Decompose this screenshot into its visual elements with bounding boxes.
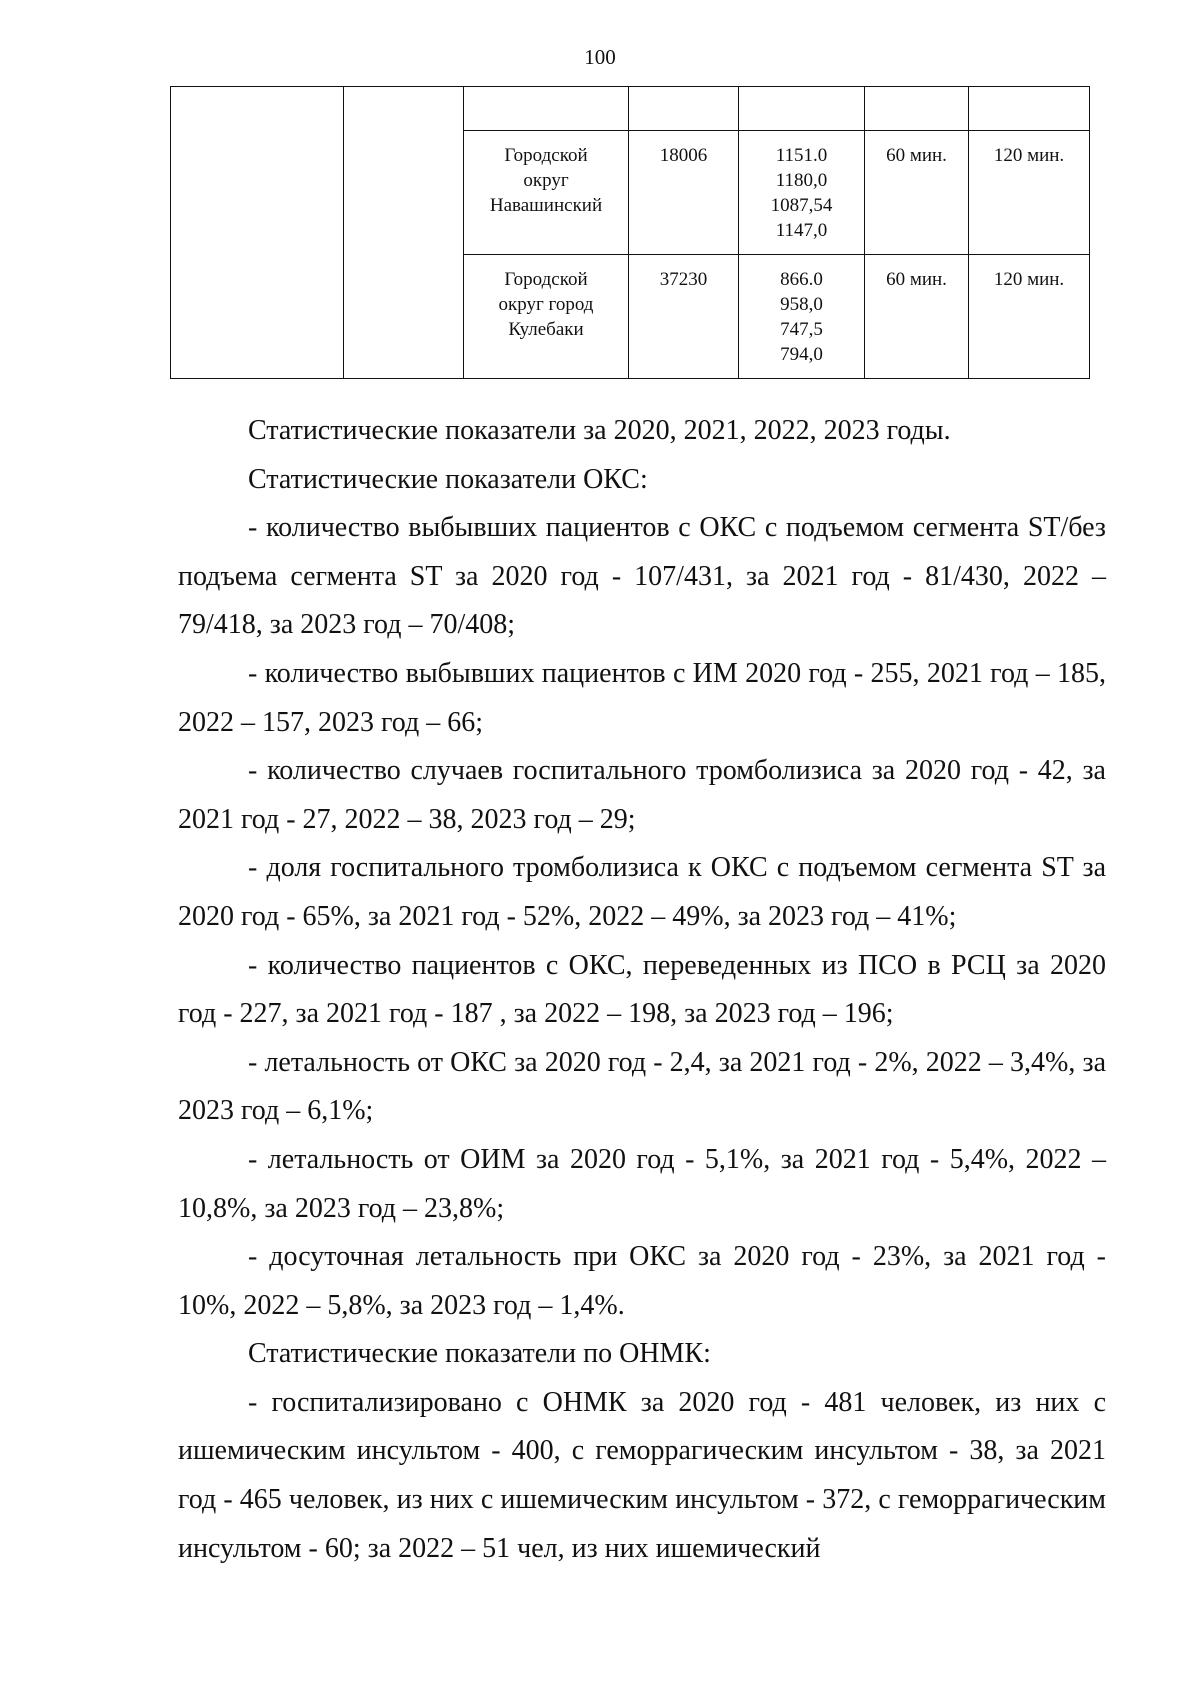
value-line: 958,0	[780, 294, 823, 315]
paragraph-im-discharged: - количество выбывших пациентов с ИМ 2020 год - 255, 2021 год – 185, 2022 – 157, 2023 год – 66;	[178, 657, 1106, 738]
values-cell	[739, 131, 865, 255]
district-cell	[464, 131, 629, 255]
time-2-value: 120 мин.	[993, 145, 1065, 166]
time-1-value: 60 мин.	[886, 145, 947, 166]
paragraph-thrombolysis-cases: - количество случаев госпитального тромболизиса за 2020 год - 42, за 2021 год - 27, 2022 – 38, 2023 год – 29;	[178, 755, 1106, 835]
page-number: 100	[584, 45, 616, 69]
paragraph-onmk-heading: Статистические показатели по ОНМК:	[248, 1338, 711, 1370]
value-line: 1151.0	[775, 145, 828, 166]
paragraph-stats-years: Статистические показатели за 2020, 2021, 2022, 2023 годы.	[248, 415, 951, 446]
district-line: Городской	[504, 145, 588, 166]
paragraph-oks-discharged: - количество выбывших пациентов с ОКС с подъемом сегмента ST/без подъема сегмента ST за 2020 год - 107/431, за 2021 год - 81/430, 2022 – 79/418, за 2023 год – 70/408;	[178, 512, 1106, 641]
paragraph-onmk-hospitalized: - госпитализировано с ОНМК за 2020 год - 481 человек, из них с ишемическим инсультом - 400, с геморрагическим инсультом - 38, за 2021 год - 465 человек, из них с ишемическим инсультом - 372, с геморрагическим инсультом - 60; за 2022 – 51 чел, из них ишемический	[178, 1386, 1106, 1564]
values-cell	[739, 255, 865, 379]
time-2-value: 120 мин.	[993, 269, 1065, 290]
body-text	[178, 407, 1106, 1573]
population-value: 18006	[659, 145, 708, 166]
time-cell	[865, 131, 969, 255]
district-line: округ	[523, 170, 569, 191]
table-cell	[969, 87, 1090, 131]
population-cell	[629, 131, 739, 255]
table-row	[171, 87, 1090, 131]
table-cell	[865, 87, 969, 131]
value-line: 1147,0	[775, 220, 828, 241]
table-cell	[464, 87, 629, 131]
district-line: округ город	[498, 294, 594, 315]
value-line: 794,0	[780, 344, 823, 365]
time-cell	[865, 255, 969, 379]
population-value: 37230	[659, 269, 708, 290]
value-line: 866.0	[780, 269, 823, 290]
paragraph-daily-mortality: - досуточная летальность при ОКС за 2020 год - 23%, за 2021 год - 10%, 2022 – 5,8%, за 2023 год – 1,4%.	[178, 1241, 1106, 1321]
table-cell	[739, 87, 865, 131]
data-table	[170, 86, 1090, 379]
district-line: Навашинский	[489, 195, 603, 216]
table-cell-merged-2	[344, 87, 464, 379]
paragraph-transferred: - количество пациентов с ОКС, переведенных из ПСО в РСЦ за 2020 год - 227, за 2021 год - 187 , за 2022 – 198, за 2023 год – 196;	[178, 949, 1106, 1030]
time-cell	[969, 255, 1090, 379]
district-cell	[464, 255, 629, 379]
table-cell-merged-1	[171, 87, 344, 379]
value-line: 1180,0	[775, 170, 828, 191]
table-cell	[629, 87, 739, 131]
paragraph-thrombolysis-share: - доля госпитального тромболизиса к ОКС с подъемом сегмента ST за 2020 год - 65%, за 2021 год - 52%, 2022 – 49%, за 2023 год – 41%;	[178, 852, 1106, 932]
paragraph-oks-heading: Статистические показатели ОКС:	[248, 463, 648, 495]
value-line: 1087,54	[770, 195, 833, 216]
district-line: Кулебаки	[508, 319, 584, 340]
time-cell	[969, 131, 1090, 255]
value-line: 747,5	[780, 319, 823, 340]
time-1-value: 60 мин.	[886, 269, 947, 290]
district-line: Городской	[504, 269, 588, 290]
paragraph-oks-mortality: - летальность от ОКС за 2020 год - 2,4, за 2021 год - 2%, 2022 – 3,4%, за 2023 год – 6,1%;	[178, 1046, 1106, 1127]
population-cell	[629, 255, 739, 379]
paragraph-oim-mortality: - летальность от ОИМ за 2020 год - 5,1%, за 2021 год - 5,4%, 2022 – 10,8%, за 2023 год – 23,8%;	[178, 1143, 1106, 1224]
